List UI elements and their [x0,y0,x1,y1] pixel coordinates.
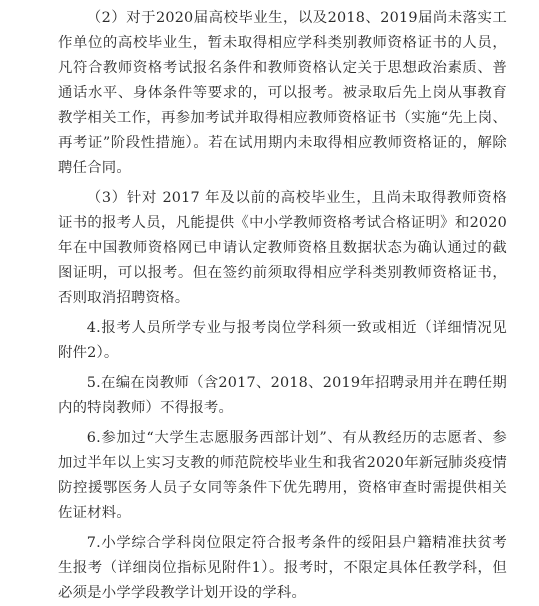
paragraph-item-4-major-match: 4.报考人员所学专业与报考岗位学科须一致或相近（详细情况见附件2）。 [58,320,507,361]
paragraph-item-3-graduates-2017: （3）针对 2017 年及以前的高校毕业生，且尚未取得教师资格证书的报考人员，凡能提供《中小学教师资格考试合格证明》和2020年在中国教师资格网已申请认定教师资格且数据状态为确认通过的截图证明，可以报考。但在签约前须取得相应学科类别教师资格证书，否则取消招聘资格。 [58,190,507,306]
paragraph-item-6-priority-hiring: 6.参加过“大学生志愿服务西部计划”、有从教经历的志愿者、参加过半年以上实习支教的师范院校毕业生和我省2020年新冠肺炎疫情防控援鄂医务人员子女同等条件下优先聘用，资格审查时需提供相关佐证材料。 [58,430,507,521]
paragraph-item-7-primary-comprehensive: 7.小学综合学科岗位限定符合报考条件的绥阳县户籍精准扶贫考生报考（详细岗位指标见附件1）。报考时，不限定具体任教学科，但必须是小学学段教学计划开设的学科。 [58,535,507,601]
paragraph-item-5-current-teachers: 5.在编在岗教师（含2017、2018、2019年招聘录用并在聘任期内的特岗教师）不得报考。 [58,375,507,416]
paragraph-item-2-graduates-2020: （2）对于2020届高校毕业生，以及2018、2019届尚未落实工作单位的高校毕业生，暂未取得相应学科类别教师资格证书的人员，凡符合教师资格考试报名条件和教师资格认定关于思想政治素质、普通话水平、身体条件等要求的，可以报考。被录取后先上岗从事教育教学相关工作，再参加考试并取得相应教师资格证书（实施“先上岗、再考证”阶段性措施）。若在试用期内未取得相应教师资格证的，解除聘任合同。 [58,10,507,176]
